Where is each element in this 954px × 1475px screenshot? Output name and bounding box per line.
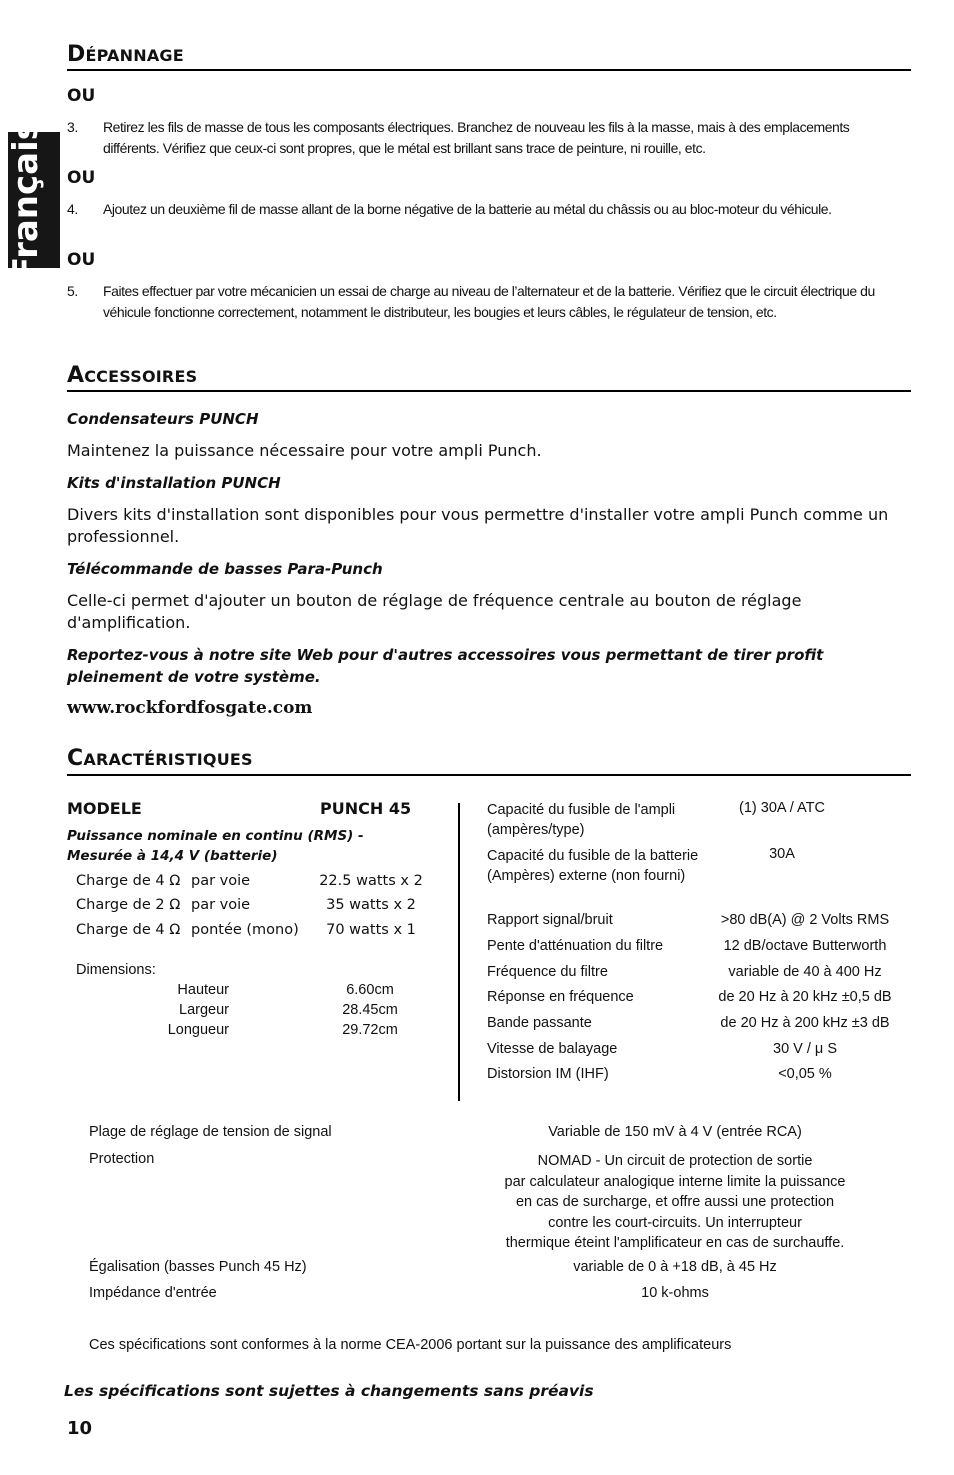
page-number: 10 bbox=[67, 1418, 93, 1439]
section-rule bbox=[67, 69, 911, 71]
spec-label: Bande passante bbox=[487, 1015, 592, 1031]
accessory-title: Kits d'installation PUNCH bbox=[67, 474, 281, 492]
section-rule bbox=[67, 774, 911, 776]
accessory-title: Condensateurs PUNCH bbox=[67, 410, 259, 428]
spec-label: Fréquence du filtre bbox=[487, 964, 608, 980]
or-label: OU bbox=[67, 250, 96, 270]
spec-value: de 20 Hz à 20 kHz ±0,5 dB bbox=[718, 989, 892, 1005]
power-value: 35 watts x 2 bbox=[326, 897, 416, 913]
spec-value: variable de 40 à 400 Hz bbox=[728, 964, 882, 980]
protection-description: NOMAD - Un circuit de protection de sortie par calculateur analogique interne limite la puissance en cas de surcharge, et offre aussi une protection contre les court-circuits. Un interrupteur thermique éteint l'amplificateur en cas de surchauffe. bbox=[504, 1153, 846, 1251]
model-value: PUNCH 45 bbox=[320, 799, 412, 818]
fuse-label: Capacité du fusible de la batterie (Ampères) externe (non fourni) bbox=[487, 848, 699, 884]
model-label: MODELE bbox=[67, 799, 142, 818]
power-mode: par voie bbox=[191, 897, 251, 913]
accessory-text: Divers kits d'installation sont disponibles pour vous permettre d'installer votre ampli Punch comme un professionnel. bbox=[67, 505, 889, 546]
power-load: Charge de 4 Ω bbox=[76, 873, 181, 889]
fuse-label: Capacité du fusible de l'ampli (ampères/type) bbox=[487, 802, 676, 838]
power-mode: pontée (mono) bbox=[191, 922, 299, 938]
fuse-value: 30A bbox=[769, 846, 795, 862]
protection-label: Protection bbox=[89, 1151, 155, 1167]
power-value: 70 watts x 1 bbox=[326, 922, 416, 938]
list-item-text: Retirez les fils de masse de tous les composants électriques. Branchez de nouveau les fils à la masse, mais à des emplacements différents. Vérifiez que ceux-ci sont propres, que le métal est brillant sans trace de peinture, ni rouille, etc. bbox=[103, 119, 850, 156]
list-item-text: Ajoutez un deuxième fil de masse allant de la borne négative de la batterie au métal du châssis ou au bloc-moteur du véhicule. bbox=[103, 201, 832, 217]
or-label: OU bbox=[67, 86, 96, 106]
list-item-number: 4. bbox=[67, 201, 78, 217]
accessories-note: Reportez-vous à notre site Web pour d'autres accessoires vous permettant de tirer profit pleinement de votre système. bbox=[67, 646, 824, 686]
dimension-value: 28.45cm bbox=[342, 1002, 398, 1018]
spec-value: 30 V / μ S bbox=[773, 1041, 837, 1057]
signal-range-value: Variable de 150 mV à 4 V (entrée RCA) bbox=[548, 1124, 802, 1140]
change-notice: Les spécifications sont sujettes à changements sans préavis bbox=[64, 1382, 594, 1400]
or-label: OU bbox=[67, 168, 96, 188]
fuse-value: (1) 30A / ATC bbox=[739, 800, 825, 816]
power-load: Charge de 4 Ω bbox=[76, 922, 181, 938]
spec-value: <0,05 % bbox=[778, 1066, 832, 1082]
dimension-value: 6.60cm bbox=[346, 982, 394, 998]
equalization-label: Égalisation (basses Punch 45 Hz) bbox=[89, 1259, 307, 1275]
dimension-label: Largeur bbox=[179, 1002, 229, 1018]
equalization-value: variable de 0 à +18 dB, à 45 Hz bbox=[573, 1259, 777, 1275]
spec-label: Distorsion IM (IHF) bbox=[487, 1066, 609, 1082]
section-rule bbox=[67, 390, 911, 392]
signal-range-label: Plage de réglage de tension de signal bbox=[89, 1124, 332, 1140]
spec-value: >80 dB(A) @ 2 Volts RMS bbox=[720, 912, 890, 928]
dimensions-label: Dimensions: bbox=[76, 962, 156, 978]
dimension-label: Longueur bbox=[167, 1022, 229, 1038]
list-item-number: 5. bbox=[67, 283, 78, 299]
accessory-title: Télécommande de basses Para-Punch bbox=[67, 560, 383, 578]
spec-label: Rapport signal/bruit bbox=[487, 912, 613, 928]
accessory-text: Maintenez la puissance nécessaire pour votre ampli Punch. bbox=[67, 441, 542, 460]
spec-value: de 20 Hz à 200 kHz ±3 dB bbox=[720, 1015, 890, 1031]
website-link[interactable]: www.rockfordfosgate.com bbox=[67, 698, 313, 718]
spec-label: Pente d'atténuation du filtre bbox=[487, 938, 664, 954]
list-item-text: Faites effectuer par votre mécanicien un essai de charge au niveau de l’alternateur et de la batterie. Vérifiez que le circuit électrique du véhicule fonctionne correctement, notamment le distributeur, les bougies et leurs câbles, le régulateur de tension, etc. bbox=[103, 283, 875, 320]
impedance-label: Impédance d'entrée bbox=[89, 1285, 217, 1301]
impedance-value: 10 k-ohms bbox=[641, 1285, 709, 1301]
power-mode: par voie bbox=[191, 873, 251, 889]
power-load: Charge de 2 Ω bbox=[76, 897, 181, 913]
dimension-label: Hauteur bbox=[177, 982, 229, 998]
accessory-text: Celle-ci permet d'ajouter un bouton de réglage de fréquence centrale au bouton de réglage d'amplification. bbox=[67, 591, 802, 632]
spec-label: Réponse en fréquence bbox=[487, 989, 634, 1005]
language-tab-label: Français bbox=[6, 120, 46, 280]
section-title-depannage: DÉPANNAGE bbox=[67, 42, 184, 67]
power-value: 22.5 watts x 2 bbox=[319, 873, 423, 889]
section-title-accessoires: ACCESSOIRES bbox=[67, 363, 198, 388]
section-title-caracteristiques: CARACTÉRISTIQUES bbox=[67, 746, 253, 771]
compliance-note: Ces spécifications sont conformes à la norme CEA-2006 portant sur la puissance des amplificateurs bbox=[89, 1337, 732, 1353]
spec-label: Vitesse de balayage bbox=[487, 1041, 618, 1057]
power-title: Puissance nominale en continu (RMS) - Mesurée à 14,4 V (batterie) bbox=[67, 828, 364, 864]
spec-value: 12 dB/octave Butterworth bbox=[723, 938, 887, 954]
dimension-value: 29.72cm bbox=[342, 1022, 398, 1038]
list-item-number: 3. bbox=[67, 119, 78, 135]
column-divider bbox=[458, 803, 460, 1101]
